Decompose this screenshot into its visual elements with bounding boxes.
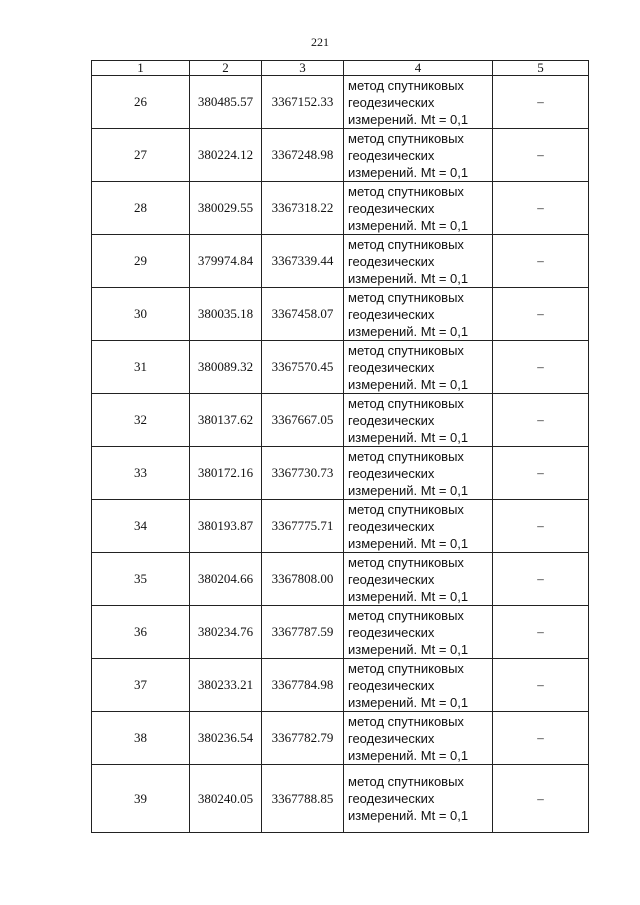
note-cell: – — [493, 553, 589, 606]
point-number-cell: 38 — [92, 712, 190, 765]
method-line: геодезических — [348, 791, 435, 806]
method-cell — [344, 235, 493, 288]
x-coordinate-cell: 380240.05 — [190, 765, 262, 833]
note-cell: – — [493, 76, 589, 129]
table-header-row — [92, 61, 589, 76]
method-cell — [344, 76, 493, 129]
note-cell: – — [493, 447, 589, 500]
method-line: измерений. Mt = 0,1 — [348, 808, 469, 823]
method-line: метод спутниковых — [348, 130, 464, 146]
table-row — [92, 606, 589, 659]
x-coordinate-cell: 380485.57 — [190, 76, 262, 129]
x-coordinate-cell: 380233.21 — [190, 659, 262, 712]
method-line: измерений. Mt = 0,1 — [348, 482, 469, 498]
method-line: геодезических — [348, 518, 435, 534]
method-cell — [344, 341, 493, 394]
note-cell: – — [493, 394, 589, 447]
method-cell — [344, 500, 493, 553]
coordinates-table — [91, 60, 589, 833]
column-header-2: 2 — [190, 61, 262, 76]
table-row — [92, 341, 589, 394]
table-row — [92, 76, 589, 129]
method-line: измерений. Mt = 0,1 — [348, 376, 469, 392]
point-number-cell: 30 — [92, 288, 190, 341]
x-coordinate-cell: 380137.62 — [190, 394, 262, 447]
method-line: метод спутниковых — [348, 395, 464, 411]
method-line: измерений. Mt = 0,1 — [348, 694, 469, 710]
table-body — [92, 76, 589, 833]
x-coordinate-cell: 380029.55 — [190, 182, 262, 235]
x-coordinate-cell: 380234.76 — [190, 606, 262, 659]
method-line: геодезических — [348, 253, 435, 269]
page-number: 221 — [311, 35, 329, 49]
method-cell — [344, 288, 493, 341]
method-cell — [344, 394, 493, 447]
method-line: метод спутниковых — [348, 713, 464, 729]
method-cell — [344, 712, 493, 765]
y-coordinate-cell: 3367339.44 — [262, 235, 344, 288]
y-coordinate-cell: 3367808.00 — [262, 553, 344, 606]
method-line: метод спутниковых — [348, 554, 464, 570]
table-row — [92, 235, 589, 288]
point-number-cell: 36 — [92, 606, 190, 659]
method-cell — [344, 659, 493, 712]
method-line: геодезических — [348, 571, 435, 587]
method-line: измерений. Mt = 0,1 — [348, 270, 469, 286]
method-line: метод спутниковых — [348, 774, 464, 789]
method-line: метод спутниковых — [348, 183, 464, 199]
y-coordinate-cell: 3367152.33 — [262, 76, 344, 129]
x-coordinate-cell: 380236.54 — [190, 712, 262, 765]
method-line: измерений. Mt = 0,1 — [348, 164, 469, 180]
method-cell — [344, 765, 493, 833]
table-row — [92, 712, 589, 765]
x-coordinate-cell: 380224.12 — [190, 129, 262, 182]
method-line: метод спутниковых — [348, 501, 464, 517]
column-header-5: 5 — [493, 61, 589, 76]
note-cell: – — [493, 182, 589, 235]
y-coordinate-cell: 3367784.98 — [262, 659, 344, 712]
note-cell: – — [493, 129, 589, 182]
column-header-3: 3 — [262, 61, 344, 76]
method-line: измерений. Mt = 0,1 — [348, 111, 469, 127]
table-row — [92, 394, 589, 447]
point-number-cell: 32 — [92, 394, 190, 447]
x-coordinate-cell: 380035.18 — [190, 288, 262, 341]
y-coordinate-cell: 3367787.59 — [262, 606, 344, 659]
method-line: измерений. Mt = 0,1 — [348, 323, 469, 339]
x-coordinate-cell: 379974.84 — [190, 235, 262, 288]
point-number-cell: 29 — [92, 235, 190, 288]
method-line: геодезических — [348, 677, 435, 693]
table-row — [92, 182, 589, 235]
y-coordinate-cell: 3367318.22 — [262, 182, 344, 235]
point-number-cell: 34 — [92, 500, 190, 553]
point-number-cell: 39 — [92, 765, 190, 833]
note-cell: – — [493, 765, 589, 833]
table-row — [92, 553, 589, 606]
method-line: метод спутниковых — [348, 607, 464, 623]
y-coordinate-cell: 3367570.45 — [262, 341, 344, 394]
method-line: метод спутниковых — [348, 660, 464, 676]
point-number-cell: 33 — [92, 447, 190, 500]
method-line: метод спутниковых — [348, 77, 464, 93]
y-coordinate-cell: 3367782.79 — [262, 712, 344, 765]
point-number-cell: 35 — [92, 553, 190, 606]
method-line: геодезических — [348, 465, 435, 481]
method-line: измерений. Mt = 0,1 — [348, 641, 469, 657]
point-number-cell: 28 — [92, 182, 190, 235]
note-cell: – — [493, 606, 589, 659]
method-cell — [344, 182, 493, 235]
x-coordinate-cell: 380193.87 — [190, 500, 262, 553]
method-line: метод спутниковых — [348, 236, 464, 252]
method-cell — [344, 553, 493, 606]
method-line: геодезических — [348, 306, 435, 322]
table-row — [92, 447, 589, 500]
point-number-cell: 31 — [92, 341, 190, 394]
method-line: измерений. Mt = 0,1 — [348, 535, 469, 551]
method-line: геодезических — [348, 147, 435, 163]
point-number-cell: 37 — [92, 659, 190, 712]
table-row — [92, 129, 589, 182]
x-coordinate-cell: 380089.32 — [190, 341, 262, 394]
y-coordinate-cell: 3367458.07 — [262, 288, 344, 341]
method-line: метод спутниковых — [348, 342, 464, 358]
note-cell: – — [493, 235, 589, 288]
method-cell — [344, 447, 493, 500]
method-line: геодезических — [348, 624, 435, 640]
x-coordinate-cell: 380204.66 — [190, 553, 262, 606]
y-coordinate-cell: 3367730.73 — [262, 447, 344, 500]
table-row — [92, 765, 589, 833]
note-cell: – — [493, 341, 589, 394]
method-line: измерений. Mt = 0,1 — [348, 588, 469, 604]
y-coordinate-cell: 3367248.98 — [262, 129, 344, 182]
column-header-4: 4 — [344, 61, 493, 76]
method-line: геодезических — [348, 200, 435, 216]
method-cell — [344, 129, 493, 182]
point-number-cell: 27 — [92, 129, 190, 182]
table-row — [92, 288, 589, 341]
method-line: геодезических — [348, 94, 435, 110]
method-line: измерений. Mt = 0,1 — [348, 217, 469, 233]
method-line: измерений. Mt = 0,1 — [348, 429, 469, 445]
note-cell: – — [493, 288, 589, 341]
y-coordinate-cell: 3367667.05 — [262, 394, 344, 447]
method-line: геодезических — [348, 359, 435, 375]
note-cell: – — [493, 712, 589, 765]
method-cell — [344, 606, 493, 659]
table-row — [92, 500, 589, 553]
table-row — [92, 659, 589, 712]
method-line: метод спутниковых — [348, 448, 464, 464]
method-line: геодезических — [348, 412, 435, 428]
column-header-1: 1 — [92, 61, 190, 76]
y-coordinate-cell: 3367788.85 — [262, 765, 344, 833]
method-line: измерений. Mt = 0,1 — [348, 747, 469, 763]
y-coordinate-cell: 3367775.71 — [262, 500, 344, 553]
note-cell: – — [493, 500, 589, 553]
note-cell: – — [493, 659, 589, 712]
method-line: геодезических — [348, 730, 435, 746]
point-number-cell: 26 — [92, 76, 190, 129]
x-coordinate-cell: 380172.16 — [190, 447, 262, 500]
method-line: метод спутниковых — [348, 289, 464, 305]
